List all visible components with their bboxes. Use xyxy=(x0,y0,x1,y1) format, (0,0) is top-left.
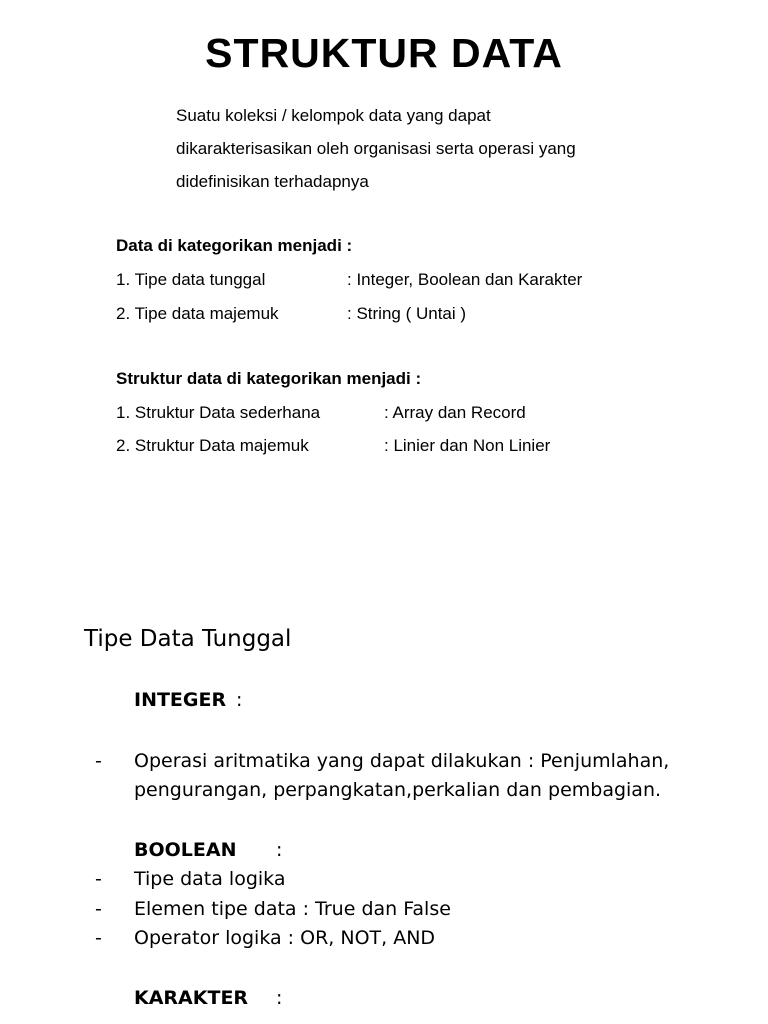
boolean-item: Tipe data logika xyxy=(134,868,286,890)
tipe-data-tunggal-heading: Tipe Data Tunggal xyxy=(84,626,292,652)
integer-heading: INTEGER xyxy=(134,689,227,711)
data-kategori-item-label: 2. Tipe data majemuk xyxy=(116,304,279,323)
bullet-dash: - xyxy=(95,750,102,772)
intro-line-2: dikarakterisasikan oleh organisasi serta operasi yang xyxy=(176,139,576,158)
bullet-dash: - xyxy=(95,927,102,949)
data-kategori-heading: Data di kategorikan menjadi : xyxy=(116,236,353,255)
karakter-colon: : xyxy=(276,987,283,1009)
struktur-kategori-item-label: 2. Struktur Data majemuk xyxy=(116,436,309,455)
struktur-kategori-heading: Struktur data di kategorikan menjadi : xyxy=(116,369,422,388)
struktur-kategori-item-value: : Array dan Record xyxy=(384,403,526,422)
data-kategori-item-value: : String ( Untai ) xyxy=(347,304,467,323)
intro-line-1: Suatu koleksi / kelompok data yang dapat xyxy=(176,106,491,125)
boolean-heading: BOOLEAN xyxy=(134,839,237,861)
intro-line-3: didefinisikan terhadapnya xyxy=(176,172,369,191)
integer-text-line-1: Operasi aritmatika yang dapat dilakukan : Penjumlahan, xyxy=(134,750,670,772)
bullet-dash: - xyxy=(95,898,102,920)
struktur-kategori-item-label: 1. Struktur Data sederhana xyxy=(116,403,321,422)
bullet-dash: - xyxy=(95,868,102,890)
struktur-kategori-item-value: : Linier dan Non Linier xyxy=(384,436,551,455)
data-kategori-item-label: 1. Tipe data tunggal xyxy=(116,270,266,289)
boolean-colon: : xyxy=(276,839,283,861)
karakter-heading: KARAKTER xyxy=(134,987,249,1009)
boolean-item: Elemen tipe data : True dan False xyxy=(134,898,451,920)
integer-text-line-2: pengurangan, perpangkatan,perkalian dan pembagian. xyxy=(134,779,662,801)
boolean-item: Operator logika : OR, NOT, AND xyxy=(134,927,436,949)
integer-colon: : xyxy=(236,689,243,711)
data-kategori-item-value: : Integer, Boolean dan Karakter xyxy=(347,270,583,289)
page-title: STRUKTUR DATA xyxy=(205,30,563,76)
